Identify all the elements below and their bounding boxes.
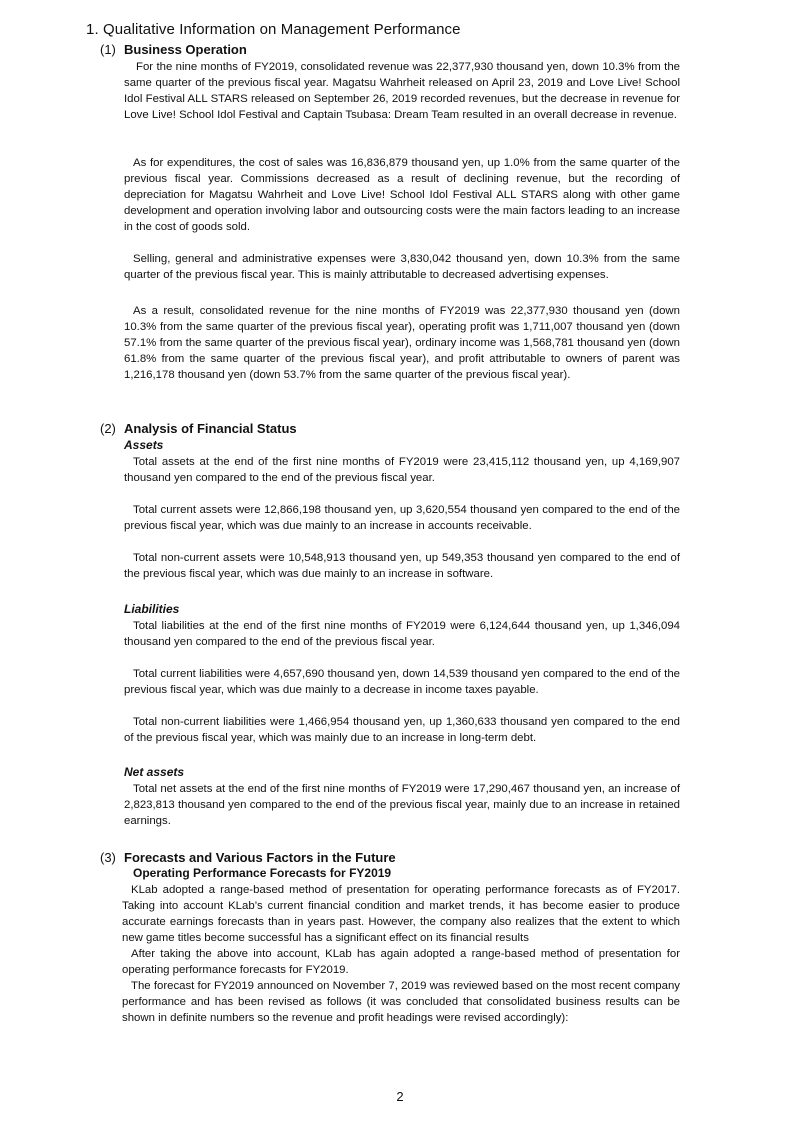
paragraph: As a result, consolidated revenue for the nine months of FY2019 was 22,377,930 thousand yen (down 10.3% from the same quarter of the previous fiscal year), operating profit was 1,711,007 thousand yen (down 57.1% from the same quarter of the previous fiscal year), ordinary income was 1,568,781 thousand yen (down 61.8% from the same quarter of the previous fiscal year), and profit attributable to owners of parent was 1,216,178 thousand yen (down 53.7% from the same quarter of the previous fiscal year). — [124, 305, 680, 381]
paragraph: Total non-current liabilities were 1,466,954 thousand yen, up 1,360,633 thousand yen compared to the end of the previous fiscal year, which was mainly due to an increase in long-term debt. — [124, 716, 680, 744]
subheading-net-assets: Net assets — [124, 765, 185, 779]
section-financial-status-heading — [100, 420, 680, 437]
paragraph: Total current assets were 12,866,198 thousand yen, up 3,620,554 thousand yen compared to the end of the previous fiscal year, which was due mainly to an increase in accounts receivable. — [124, 504, 680, 532]
section-title: Analysis of Financial Status — [124, 421, 297, 436]
page-number: 2 — [396, 1089, 404, 1104]
section-title: Business Operation — [124, 42, 247, 57]
paragraph: Total current liabilities were 4,657,690 thousand yen, down 14,539 thousand yen compared to the end of the previous fiscal year, which was due mainly to a decrease in income taxes payable. — [124, 668, 680, 696]
paragraph: Total liabilities at the end of the first nine months of FY2019 were 6,124,644 thousand yen, up 1,346,094 thousand yen compared to the end of the previous fiscal year. — [124, 620, 680, 648]
paragraph: After taking the above into account, KLab has again adopted a range-based method of presentation for operating performance forecasts for FY2019. — [122, 948, 680, 976]
paragraph: Total net assets at the end of the first nine months of FY2019 were 17,290,467 thousand yen, an increase of 2,823,813 thousand yen compared to the end of the previous fiscal year, mainly due to an increase in retained earnings. — [124, 783, 680, 827]
section-number: (3) — [100, 850, 116, 865]
subheading-liabilities: Liabilities — [124, 602, 180, 616]
subheading-assets: Assets — [124, 438, 164, 452]
section-number: (1) — [100, 42, 116, 57]
paragraph: For the nine months of FY2019, consolidated revenue was 22,377,930 thousand yen, down 10.3% from the same quarter of the previous fiscal year. Magatsu Wahrheit released on April 23, 2019 and Love Live! School Idol Festival ALL STARS released on September 26, 2019 recorded revenues, but the decrease in revenue for Love Live! School Idol Festival and Captain Tsubasa: Dream Team resulted in an overall decrease in revenue. — [124, 61, 680, 121]
paragraph: Total non-current assets were 10,548,913 thousand yen, up 549,353 thousand yen compared to the end of the previous fiscal year, which was due mainly to an increase in software. — [124, 552, 680, 580]
section-business-operation-heading — [100, 41, 680, 58]
document-heading: 1. Qualitative Information on Management Performance — [86, 21, 461, 38]
section-title: Forecasts and Various Factors in the Future — [124, 850, 396, 865]
paragraph: As for expenditures, the cost of sales was 16,836,879 thousand yen, up 1.0% from the same quarter of the previous fiscal year. Commissions decreased as a result of declining revenue, but the recording of depreciation for Magatsu Wahrheit and Love Live! School Idol Festival ALL STARS along with other game development and operation involving labor and outsourcing costs were the main factors leading to an increase in the cost of goods sold. — [124, 157, 680, 233]
paragraph: The forecast for FY2019 announced on November 7, 2019 was reviewed based on the most recent company performance and has been revised as follows (it was concluded that consolidated business results can be shown in definite numbers so the revenue and profit headings were revised accordingly): — [122, 980, 680, 1024]
paragraph: KLab adopted a range-based method of presentation for operating performance forecasts as of FY2017. Taking into account KLab’s current financial condition and market trends, it has become easier to produce accurate earnings forecasts than in years past. However, the company also realizes that the extent to which new game titles become successful has a significant effect on its financial results — [122, 884, 680, 944]
section-forecasts-heading — [100, 849, 680, 866]
section-number: (2) — [100, 421, 116, 436]
paragraph: Selling, general and administrative expenses were 3,830,042 thousand yen, down 10.3% from the same quarter of the previous fiscal year. This is mainly attributable to decreased advertising expenses. — [124, 253, 680, 281]
paragraph: Total assets at the end of the first nine months of FY2019 were 23,415,112 thousand yen, up 4,169,907 thousand yen compared to the end of the previous fiscal year. — [124, 456, 680, 484]
subheading-forecasts-fy2019: Operating Performance Forecasts for FY2019 — [133, 866, 392, 880]
